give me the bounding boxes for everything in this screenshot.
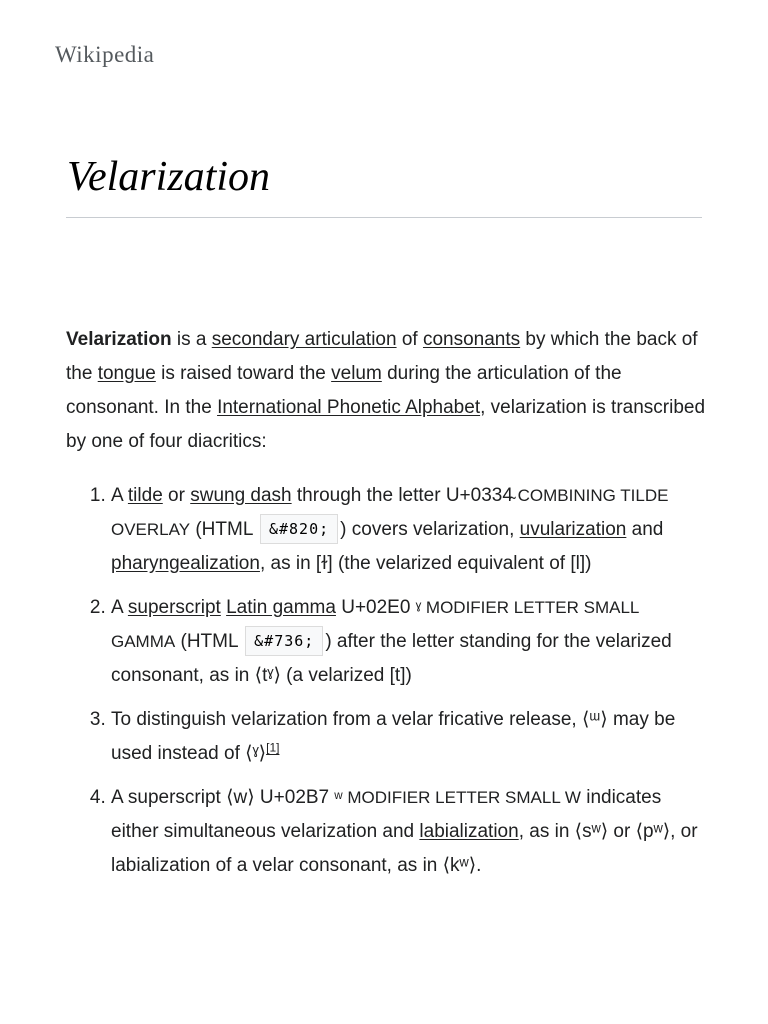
link-velum[interactable]: velum bbox=[331, 363, 382, 384]
title-divider bbox=[66, 217, 702, 218]
item-text: U+02E0 bbox=[335, 597, 416, 618]
unicode-name: MODIFIER LETTER SMALL GAMMA bbox=[111, 598, 639, 651]
list-item bbox=[111, 479, 706, 581]
intro-text: of bbox=[396, 329, 423, 350]
link-consonants[interactable]: consonants bbox=[422, 329, 521, 350]
intro-paragraph bbox=[66, 323, 706, 459]
link-tilde[interactable]: tilde bbox=[127, 485, 163, 506]
item-text: A superscript ⟨w⟩ U+02B7 bbox=[111, 787, 335, 808]
list-item bbox=[111, 703, 706, 771]
item-text: , as in [ɫ] (the velarized equivalent of [l]) bbox=[259, 553, 592, 574]
link-latin-gamma[interactable]: Latin gamma bbox=[226, 597, 336, 618]
page-title: Velarization bbox=[67, 154, 271, 200]
item-text: or bbox=[162, 485, 191, 506]
item-text: (HTML bbox=[175, 631, 244, 652]
list-item bbox=[111, 781, 706, 883]
item-text: and bbox=[626, 519, 664, 540]
link-swung-dash[interactable]: swung dash bbox=[190, 485, 292, 506]
unicode-name: MODIFIER LETTER SMALL W bbox=[342, 788, 581, 807]
link-uvularization[interactable]: uvularization bbox=[519, 519, 627, 540]
item-text: through the letter U+0334 bbox=[291, 485, 513, 506]
item-text: ) after the letter standing for the velarized consonant, as in ⟨tˠ⟩ (a velarized [t]) bbox=[111, 631, 672, 686]
intro-text: during the articulation of the consonant. In the bbox=[66, 363, 622, 418]
link-pharyngealization[interactable]: pharyngealization bbox=[111, 553, 260, 574]
intro-text: by which the back of the bbox=[66, 329, 698, 384]
reference-link[interactable]: [1] bbox=[266, 740, 280, 755]
intro-text: , velarization is transcribed by one of four diacritics: bbox=[66, 397, 706, 452]
html-entity-code: &#820; bbox=[260, 514, 338, 544]
item-text: To distinguish velarization from a velar fricative release, ⟨ᵚ⟩ may be used instead of ⟨ˠ⟩ bbox=[111, 709, 676, 764]
reference-sup bbox=[266, 741, 279, 755]
item-text: ) covers velarization, bbox=[340, 519, 520, 540]
diacritic-glyph: ʷ bbox=[334, 788, 343, 807]
link-ipa[interactable]: International Phonetic Alphabet bbox=[217, 397, 481, 418]
list-item bbox=[111, 591, 706, 693]
item-text: A bbox=[111, 485, 128, 506]
diacritics-list bbox=[66, 479, 706, 883]
link-secondary-articulation[interactable]: secondary articulation bbox=[211, 329, 397, 350]
item-text: , as in ⟨sʷ⟩ or ⟨pʷ⟩, or labialization of a velar consonant, as in ⟨kʷ⟩. bbox=[111, 821, 698, 876]
link-tongue[interactable]: tongue bbox=[97, 363, 156, 384]
item-text: indicates either simultaneous velarization and bbox=[111, 787, 662, 842]
item-text: (HTML bbox=[190, 519, 258, 540]
item-text: A bbox=[111, 597, 128, 618]
link-labialization[interactable]: labialization bbox=[419, 821, 519, 842]
html-entity-code: &#736; bbox=[245, 626, 323, 656]
bold-term: Velarization bbox=[66, 329, 172, 350]
diacritic-glyph: ˠ bbox=[415, 598, 422, 617]
intro-text: is a bbox=[171, 329, 212, 350]
wikipedia-logo[interactable]: Wikipedia bbox=[55, 42, 155, 67]
intro-text: is raised toward the bbox=[155, 363, 332, 384]
article-content bbox=[66, 323, 706, 893]
unicode-name: COMBINING TILDE OVERLAY bbox=[111, 486, 669, 539]
link-superscript[interactable]: superscript bbox=[127, 597, 221, 618]
